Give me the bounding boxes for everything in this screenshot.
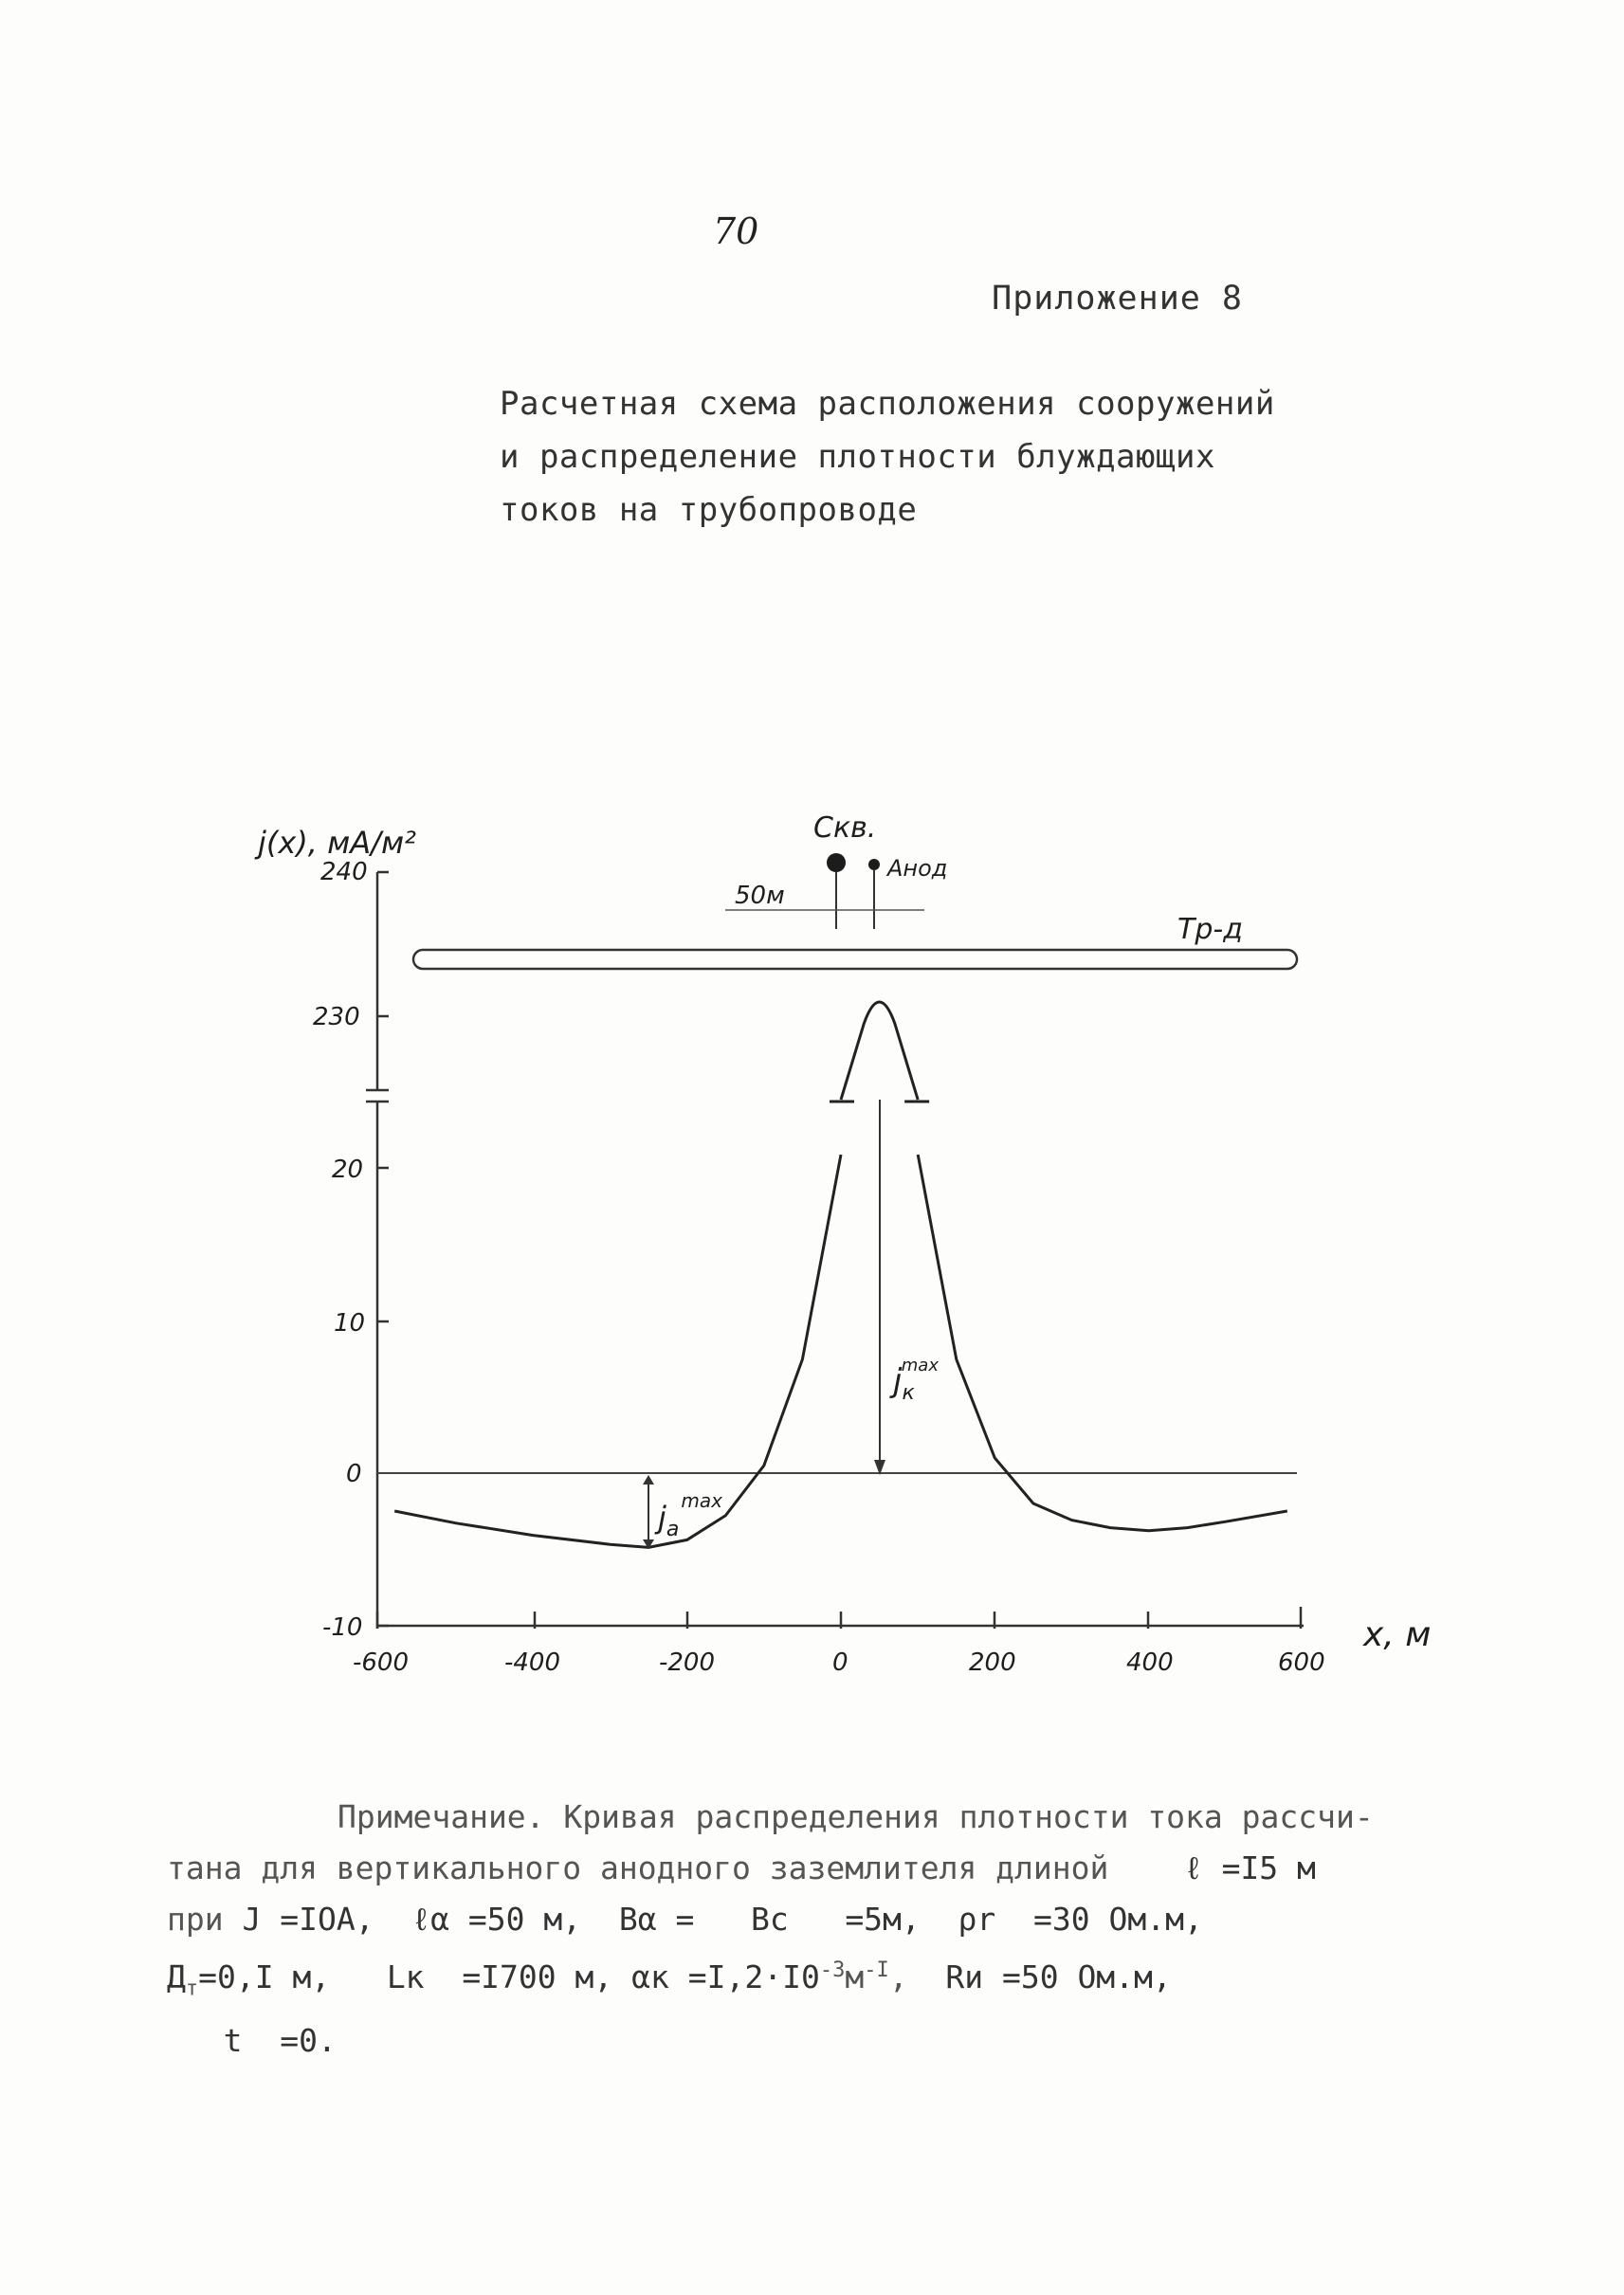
x-axis-label: x, м (1363, 1615, 1432, 1654)
anode-label: Анод (887, 855, 948, 882)
curve-point (917, 1154, 919, 1156)
val-rho: =30 Ом.м, (1033, 1901, 1203, 1938)
note (167, 1792, 1466, 2067)
curve-point (994, 1457, 995, 1459)
y-tick-label: -10 (322, 1613, 363, 1642)
val-la: =50 м, (467, 1901, 582, 1938)
curve-peak (841, 1002, 918, 1100)
val-ak-comma: , (888, 1958, 908, 1995)
var-ak: αк (631, 1958, 669, 1995)
well-label: Скв. (813, 811, 877, 845)
x-tick-label: 0 (832, 1648, 848, 1677)
note-line-3 (167, 1894, 1466, 1945)
curve-point (879, 1008, 881, 1010)
val-t: =0. (280, 2021, 337, 2059)
val-bc: =5м, (845, 1901, 921, 1938)
y-axis-label: j(x), мА/м² (258, 825, 416, 861)
curve-point (1148, 1530, 1150, 1532)
y-tick-label: 20 (332, 1156, 364, 1184)
jk-sup: max (901, 1356, 939, 1375)
ja-symbol: j (658, 1500, 666, 1536)
val-ba-eq: = (675, 1901, 695, 1938)
ja-sub: а (666, 1518, 680, 1541)
page-number: 70 (713, 210, 759, 252)
val-l: =I5 м (1221, 1849, 1316, 1886)
curve-point (801, 1358, 803, 1360)
y-tick-label: 240 (320, 858, 368, 886)
curve-segment (918, 1155, 1287, 1531)
val-ak: =I,2·I0 (687, 1958, 820, 1995)
note-line-2 (167, 1843, 1466, 1894)
ja-sup: max (681, 1489, 722, 1512)
var-ba: Bα (618, 1901, 657, 1938)
curve-point (894, 1023, 896, 1025)
var-Ri: Rи (945, 1958, 984, 1995)
val-ak-exp2: -I (864, 1958, 889, 1982)
curve-point (532, 1535, 534, 1537)
anode-marker-icon (868, 859, 880, 870)
well-marker-icon (827, 853, 846, 872)
curve-group (393, 1002, 1288, 1548)
x-tick-label: 400 (1126, 1648, 1174, 1677)
var-Lk: Lк (386, 1958, 425, 1995)
ja-max-label (654, 1489, 722, 1541)
pipeline (413, 950, 1297, 969)
curve-point (1071, 1520, 1073, 1521)
title-line: токов на трубопроводе (500, 491, 918, 529)
var-J: J (242, 1901, 262, 1938)
curve-point (455, 1522, 457, 1524)
val-ak-unit: м (845, 1958, 865, 1995)
ja-arrow-head-icon (643, 1475, 654, 1484)
note-text: тана для вертикального анодного заземлителя длиной (167, 1849, 1109, 1886)
var-la: ℓα (411, 1901, 449, 1938)
y-tick-label: 0 (346, 1460, 362, 1488)
var-l: ℓ (1183, 1849, 1203, 1886)
var-t: t (223, 2021, 243, 2059)
var-D-sub: т (185, 1976, 199, 2001)
title-line: Расчетная схема расположения сооружений (500, 385, 1275, 423)
curve-point (1032, 1503, 1034, 1504)
curve-point (763, 1465, 765, 1466)
var-bc: Bc (750, 1901, 789, 1938)
title-line: и распределение плотности блуждающих (500, 438, 1215, 476)
y-tick-label: 10 (334, 1309, 366, 1338)
curve-point (840, 1154, 842, 1156)
x-tick-label: -400 (504, 1648, 561, 1677)
curve-segment (394, 1155, 841, 1547)
val-Lk: =I700 м, (462, 1958, 613, 1995)
x-tick-label: 200 (969, 1648, 1016, 1677)
curve-point (1225, 1521, 1227, 1522)
pipe-label: Тр-д (1177, 913, 1243, 946)
val-D: =0,I м, (198, 1958, 331, 1995)
curve-point (724, 1515, 726, 1517)
jk-max-label (889, 1356, 939, 1405)
note-text: при (167, 1901, 224, 1938)
y-tick-label: 230 (313, 1003, 360, 1031)
x-tick-label: -200 (659, 1648, 716, 1677)
curve-point (863, 1023, 865, 1025)
note-line-1: Примечание. Кривая распределения плотности тока рассчи- (338, 1798, 1374, 1835)
x-tick-label: 600 (1278, 1648, 1325, 1677)
val-J: =IOA, (280, 1901, 374, 1938)
note-line-5 (167, 2015, 1466, 2067)
curve-point (610, 1543, 611, 1545)
appendix-label: Приложение 8 (992, 280, 1243, 318)
jk-symbol: j (893, 1362, 903, 1400)
curve-point (1109, 1527, 1111, 1529)
curve-point (956, 1358, 958, 1360)
x-tick-label: -600 (353, 1648, 410, 1677)
val-ak-exp1: -3 (819, 1958, 846, 1982)
curve-point (1186, 1527, 1188, 1529)
curve-point (686, 1539, 688, 1540)
val-Ri: =50 Ом.м, (1001, 1958, 1172, 1995)
curve-point (393, 1510, 395, 1512)
jk-sub: к (902, 1381, 915, 1405)
var-D: Д (167, 1958, 186, 1995)
var-rho: ρr (958, 1901, 996, 1938)
distance-label: 50м (735, 882, 785, 910)
note-line-4 (167, 1945, 1466, 2015)
curve-point (1286, 1510, 1288, 1512)
